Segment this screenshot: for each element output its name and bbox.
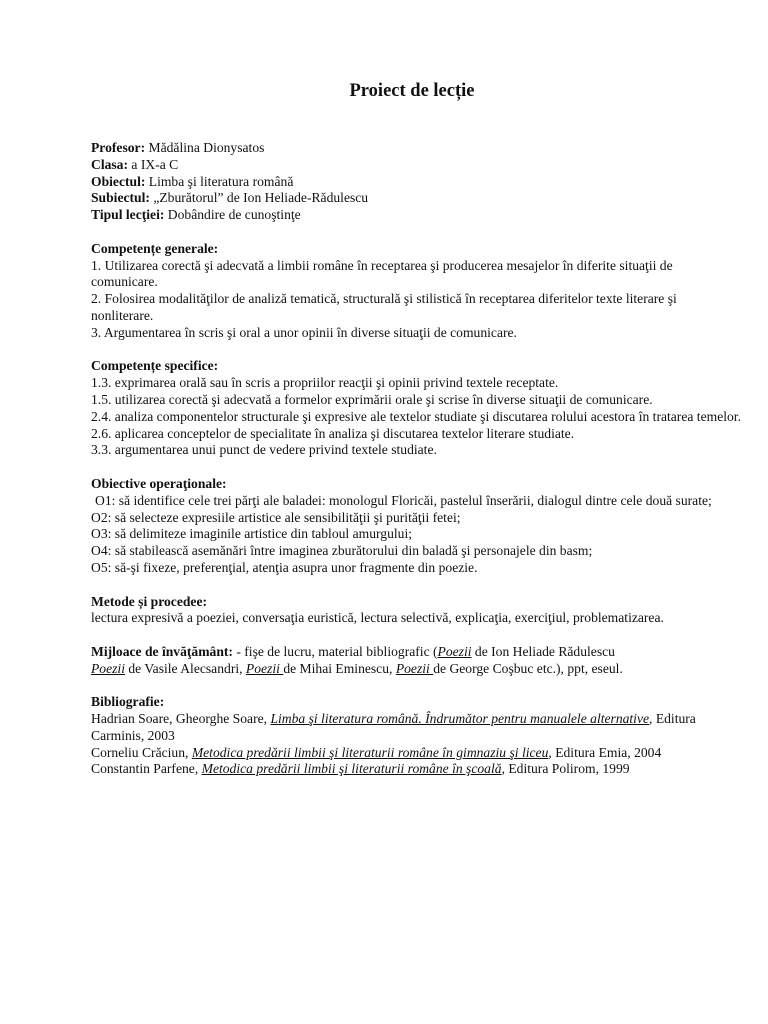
section-text: lectura expresivă a poeziei, conversaţia euristică, lectura selectivă, explicaţia, exerciţiul, problematizarea.	[91, 610, 664, 626]
list-item: O5: să-şi fixeze, preferenţial, atenţia asupra unor fragmente din poezie.	[91, 559, 478, 575]
section-heading: Competențe generale:	[91, 240, 219, 256]
document-body	[91, 140, 741, 778]
meta-value: Limba şi literatura română	[148, 173, 294, 189]
meta-label: Profesor:	[91, 140, 146, 155]
meta-clasa	[91, 157, 741, 174]
section-heading: Obiective operaţionale:	[91, 475, 227, 491]
text-run: de Vasile Alecsandri,	[124, 660, 246, 676]
bibliography-entry	[91, 711, 741, 745]
meta-block	[91, 140, 741, 224]
text-run: de Mihai Eminescu,	[283, 660, 396, 676]
meta-value: a IX-a C	[131, 156, 179, 172]
meta-label: Tipul lecţiei:	[91, 207, 165, 223]
list-item: O2: să selecteze expresiile artistice ale sensibilităţii şi purităţii fetei;	[91, 509, 461, 525]
list-item: 2.6. aplicarea conceptelor de specialitate în analiza şi discutarea textelor literare studiate.	[91, 425, 575, 441]
section-metode	[91, 594, 741, 628]
section-competente-specifice	[91, 358, 741, 459]
list-item: O4: să stabilească asemănări între imaginea zburătorului din baladă şi personajele din basm;	[91, 543, 593, 559]
entry-title: Metodica predării limbii şi literaturii române în gimnaziu şi liceu	[191, 744, 549, 760]
book-title: Poezii	[91, 660, 125, 676]
text-run: de George Coşbuc etc.), ppt, eseul.	[433, 660, 623, 676]
list-item: 3.3. argumentarea unui punct de vedere privind textele studiate.	[91, 442, 437, 458]
entry-author: Constantin Parfene,	[91, 761, 202, 777]
section-heading: Mijloace de învăţământ:	[91, 643, 233, 659]
entry-publisher: , Editura Emia, 2004	[548, 744, 662, 760]
entry-publisher: , Editura Carminis, 2003	[91, 711, 696, 743]
list-item: 1. Utilizarea corectă şi adecvată a limbii române în receptarea şi producerea mesajelor în diferite situaţii de comunicare.	[91, 257, 673, 290]
entry-title: Limba şi literatura română. Îndrumător pentru manualele alternative	[270, 711, 650, 727]
section-competente-generale	[91, 241, 741, 342]
mijloace-paragraph	[91, 644, 741, 678]
entry-publisher: , Editura Polirom, 1999	[501, 761, 630, 777]
book-title: Poezii	[245, 660, 284, 676]
section-obiective	[91, 476, 741, 577]
book-title: Poezii	[437, 643, 472, 659]
list-item: 2.4. analiza componentelor structurale şi expresive ale textelor studiate şi discutarea rolului acestora în tratarea temelor.	[91, 408, 741, 424]
text-run: - fişe de lucru, material bibliografic (	[232, 643, 438, 659]
bibliography-entry	[91, 761, 741, 778]
bibliography-entry	[91, 745, 741, 762]
meta-value: Dobândire de cunoştinţe	[167, 207, 301, 223]
section-heading: Bibliografie:	[91, 694, 165, 710]
entry-author: Hadrian Soare, Gheorghe Soare,	[91, 711, 271, 727]
entry-author: Corneliu Crăciun,	[91, 744, 192, 760]
list-item: 1.5. utilizarea corectă şi adecvată a formelor exprimării orale şi scrise în diverse situaţii de comunicare.	[91, 391, 653, 407]
book-title: Poezii	[395, 660, 434, 676]
meta-profesor	[91, 140, 741, 157]
meta-value: Mădălina Dionysatos	[148, 140, 265, 155]
meta-tipul-lectiei	[91, 207, 741, 224]
meta-subiectul	[91, 190, 741, 207]
meta-label: Obiectul:	[91, 173, 146, 189]
section-heading: Metode și procedee:	[91, 593, 208, 609]
meta-label: Subiectul:	[91, 190, 150, 206]
text-run: de Ion Heliade Rădulescu	[471, 643, 615, 659]
section-bibliografie	[91, 694, 741, 778]
meta-obiectul	[91, 174, 741, 191]
meta-value: „Zburătorul” de Ion Heliade-Rădulescu	[153, 190, 369, 206]
meta-label: Clasa:	[91, 156, 129, 172]
section-heading: Competențe specifice:	[91, 358, 219, 374]
section-mijloace	[91, 644, 741, 678]
page-title: Proiect de lecție	[349, 81, 475, 101]
entry-title: Metodica predării limbii şi literaturii române în şcoală	[201, 761, 502, 777]
list-item: 2. Folosirea modalităţilor de analiză tematică, structurală şi stilistică în receptarea diferitelor texte literare şi nonliterare.	[91, 291, 677, 323]
list-item: O1: să identifice cele trei părţi ale baladei: monologul Floricăi, pastelul înserării, dialogul dintre cele două surate;	[95, 492, 712, 508]
list-item: O3: să delimiteze imaginile artistice din tabloul amurgului;	[91, 526, 413, 542]
list-item: 1.3. exprimarea orală sau în scris a propriilor reacţii şi opinii privind textele receptate.	[91, 375, 559, 391]
list-item: 3. Argumentarea în scris şi oral a unor opinii în diverse situaţii de comunicare.	[91, 324, 517, 340]
